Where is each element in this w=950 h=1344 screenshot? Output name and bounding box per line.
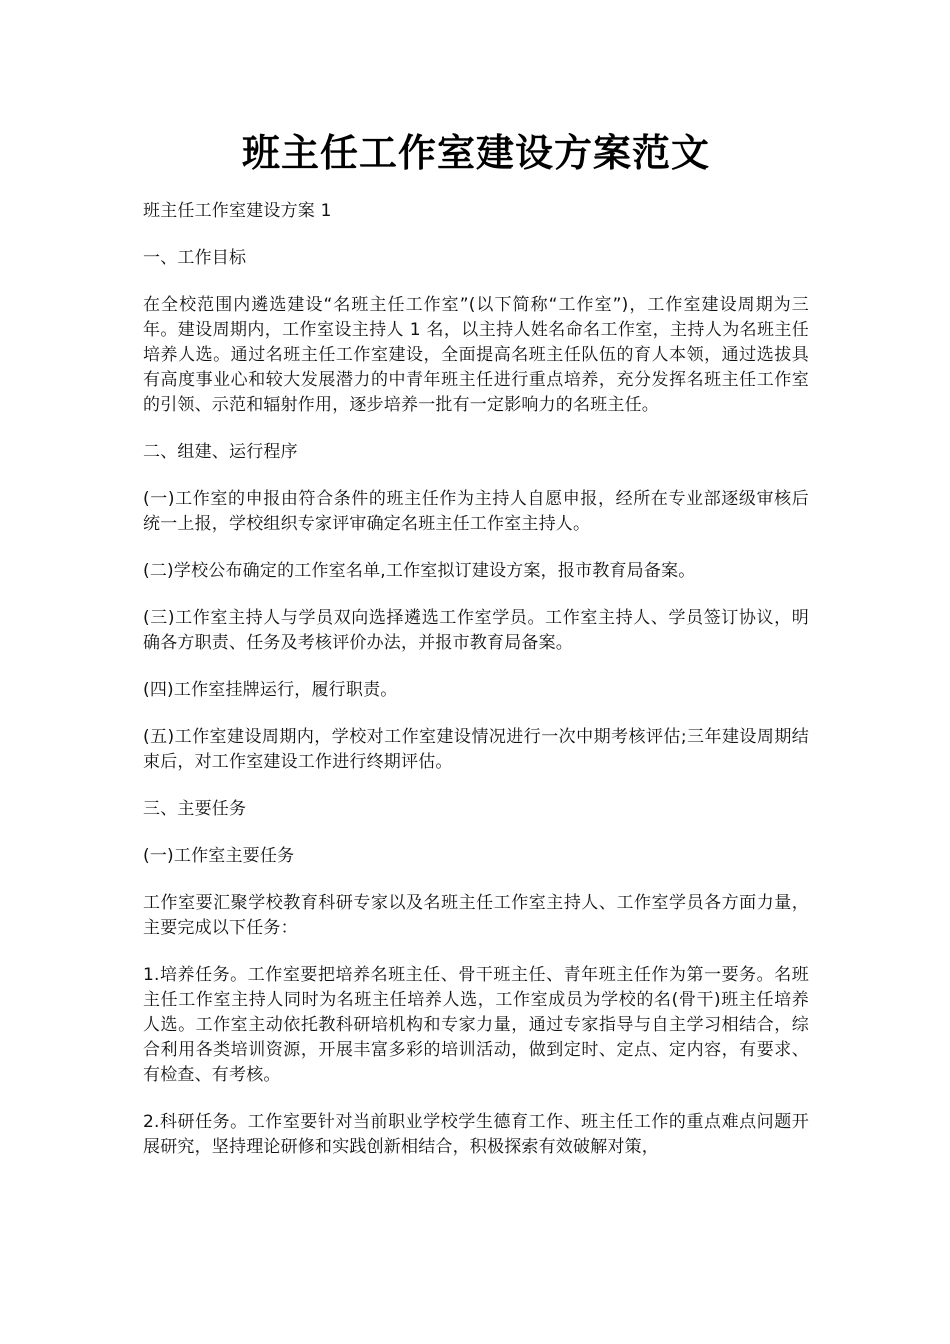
subtitle-paragraph: 班主任工作室建设方案 1 [143, 201, 332, 221]
paragraph-procedure-2: (二)学校公布确定的工作室名单,工作室拟订建设方案，报市教育局备案。 [143, 561, 696, 581]
document-title: 班主任工作室建设方案范文 [241, 130, 710, 175]
paragraph-procedure-1: (一)工作室的申报由符合条件的班主任作为主持人自愿申报，经所在专业部逐级审核后统一上报，学校组织专家评审确定名班主任工作室主持人。 [143, 489, 809, 534]
paragraph-task-research: 2.科研任务。工作室要针对当前职业学校学生德育工作、班主任工作的重点难点问题开展研究，坚持理论研修和实践创新相结合，积极探索有效破解对策， [143, 1112, 809, 1157]
section-heading-procedure: 二、组建、运行程序 [143, 442, 298, 462]
paragraph-goals: 在全校范围内遴选建设“名班主任工作室”(以下简称“工作室”)，工作室建设周期为三年。建设周期内，工作室设主持人 1 名，以主持人姓名命名工作室，主持人为名班主任培养人选。通过名班主任工作室建设，全面提高名班主任队伍的育人本领，通过选拔具有高度事业心和较大发展潜力的中青年班主任进行重点培养，充分发挥名班主任工作室的引领、示范和辐射作用，逐步培养一批有一定影响力的名班主任。 [143, 295, 809, 415]
paragraph-task-training: 1.培养任务。工作室要把培养名班主任、骨干班主任、青年班主任作为第一要务。名班主任工作室主持人同时为名班主任培养人选，工作室成员为学校的名(骨干)班主任培养人选。工作室主动依托教科研培机构和专家力量，通过专家指导与自主学习相结合，综合利用各类培训资源，开展丰富多彩的培训活动，做到定时、定点、定内容，有要求、有检查、有考核。 [143, 965, 809, 1085]
paragraph-tasks-intro: 工作室要汇聚学校教育科研专家以及名班主任工作室主持人、工作室学员各方面力量，主要完成以下任务： [143, 893, 809, 938]
section-heading-goals: 一、工作目标 [143, 248, 247, 268]
paragraph-procedure-5: (五)工作室建设周期内，学校对工作室建设情况进行一次中期考核评估;三年建设周期结束后，对工作室建设工作进行终期评估。 [143, 727, 809, 772]
document-page [143, 0, 809, 1160]
paragraph-procedure-3: (三)工作室主持人与学员双向选择遴选工作室学员。工作室主持人、学员签订协议，明确各方职责、任务及考核评价办法，并报市教育局备案。 [143, 608, 809, 653]
paragraph-procedure-4: (四)工作室挂牌运行，履行职责。 [143, 680, 398, 700]
subsection-heading-main-tasks: (一)工作室主要任务 [143, 846, 295, 866]
section-heading-tasks: 三、主要任务 [143, 799, 247, 819]
